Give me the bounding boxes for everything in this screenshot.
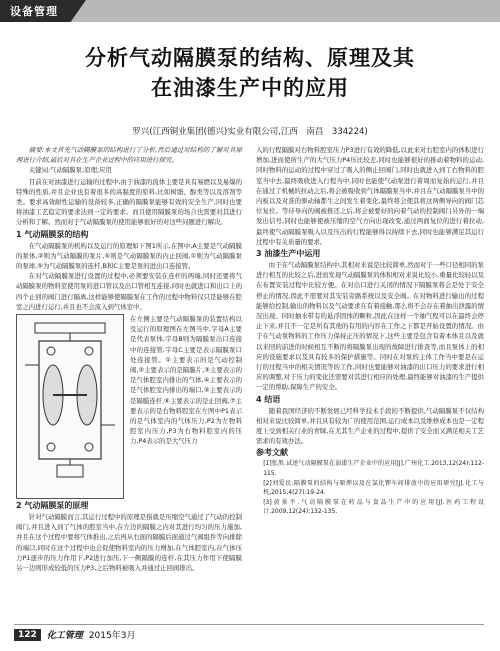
figure-description: 在左侧主要是气动隔膜泵的装置结构以及运行的原理图在左图当中,字母A主要是代表泵体,字母B则为隔膜泵出口连接中的连接管,字母C主要是表示隔膜泵口处连接管。①主要表示的是气动控制阀,②主要表示的是隔膜片,③主要表示的是气体腔室内排出的气体,④主要表示的是气体腔室内排出的端口,⑤主要表示的是隔膜连杆,⑥主要表示的是止回阀,⑦主要表示的是右物料腔室在左图中P1表示的是气体室内的气体压力,P2为左物料腔室内压力,P3为右物料腔室内的压力,P4表示的是大气压力 [130, 315, 242, 446]
author-affiliation: 罗兴(江西铜业集团(德兴)实业有限公司,江西 南昌 334224) [132, 127, 368, 137]
right-paragraph-2: 由于在气动隔膜泵结构中,其相对来说是比较简单,然而对于一些口径相同的泵进行相互的比较之后,进而发现气动隔膜泵的体积相对来说比较小,重量比较轻以及在布置安装过程中比较方便。在对出口进行关闭的情况下隔膜泵将会是处于安全停止的情况,因此不需要对其安装旁路系统以及安全阀。在对物料进行输出的过程能够给控制,输出的物料以及气动要求在有着接触,那么将不会存在着抽出泄露的情况出现。同时抽水带有的悬浮固体的颗粒,因此在这样一个抽气程可以在最终会停止下来,并且不一定是所有其他的有用的内容在工作之下都是开始设置的情况。由于在气动泵物料的工作压力保持正压的情况下,这些主要是包含有着本体且以及就以来回的前进的时候相互不断的将隔膜泵出现的故障进行排查等,而且泵体上的相应的设施要求以及具有较多的保护措施等。同时在对泵的主体工作当中要是在运行的过程当中的相关情况等的工作,同时也要能够对油漆的出口压力的要求进行相应的调整,对于压力的变化还需要对其进行相应的处理,最终能够对油漆的生产提供一定的帮助,保障生产的安全。 [256, 261, 484, 392]
section-heading-2: 2 气动隔膜泵的原理 [16, 501, 89, 511]
issue-date: 2015年3月 [88, 631, 136, 641]
pump-diagram-figure [16, 314, 124, 499]
footer-rule [14, 624, 484, 625]
sec1-paragraph-2: 在对气动隔膜泵进行设置的过程中,必须要安装在连杆的两端,同时还要将气动隔膜泵的物料室使用泵的进口管以及出口管相互连接,同时也就进口和出口上的四个止回的阀门进行隔离,这样能够使隔膜泵在工作的过程中物料仅只是能够在腔室之内进行运行,并且也不会流入到气体室中。 [16, 272, 242, 311]
references-list [256, 459, 484, 517]
section-heading-3: 3 油漆生产中运用 [256, 249, 321, 259]
reference-item: [2]刘爱民.隔膜泵的结构与原理以及在氯化钾车间排放中的应用研究[J].化工与机,2015,4(27):19-24. [263, 479, 484, 497]
page-number: 122 [14, 629, 41, 641]
sec2-paragraph-1: 针对气动隔膜而言,其运行过程中的原理是指就是压缩空气通过了气动的控制阀门,并且进入到了气体的腔室当中,在左边的隔膜之内对其进行均匀的压力施加,并且在这个过程中要将气体推出,之后再从右面的隔膜后面通过气阀组件等向排除的端口,同时在这个过程中也会促使物料室内的压力增加,在气体腔室内,在气体压力P1逐步的压力作用下,P2进行加压,下一侧隔膜的连杆,在其压力作用下使隔膜另一边则形成较低的压力P3,之后物料被吸入并通过止回阀排出。 [16, 513, 242, 573]
abstract: 摘要:本文首先气动隔膜泵的结构进行了分析,然后通过对结构的了解对其原理进行介绍,最后对其在生产企业过程中的应用进行探究。 [16, 146, 242, 165]
article-title-line1: 分析气动隔膜泵的结构、原理及其 [85, 46, 415, 70]
sec1-paragraph-1: 在气动隔膜泵的机构以及运行的原理如下图1所示,在图中,A主要是气动隔膜的泵体,②则为气动隔膜的泵片,⑤则是气动隔膜泵的内止回阀,①则为气动隔膜泵的泵球,⑤为气动隔膜泵的连杆,B和C主要是泵的进出口连接管。 [16, 241, 242, 271]
right-paragraph-1: 入的行程隔膜对右物料腔室压力P3进行有效的降低,以此来对右腔室内的体积进行增加,进而使所生产的大气压力P4压比较差,同时也能够很好的推动着物料的运动,同时物料的运动的过程中穿过了吸入的侧止回阀门,同时也就进入到了右物料的腔室当中去,最终吸收进入行程当中,同时也能使气动泵进行着周而复始的运行,并且在通过了机械的拉动之后,将会被吸收到气体隔膜泵当中,并且在气动隔膜泵当中的内板以及对准的驱动轴都生之间发生着变化,最终将会使其将这两侧导向的阀门芯位复位。等待导向的阀被推还之后,将会被要好的向着气动的控制阀门另外的一端发出信号,同时也能够使被压缩的空气方向出现改变,通过两面复位的进行着拉动,最终使气动隔膜泵吸入以及压出的行程能够得以持续下去,同时也能够满足其运行过程中有关质量的要求。 [256, 146, 484, 246]
journal-name: 化工管理 [46, 631, 83, 641]
reference-item: [3]黄景平.气动隔膜泵在药品与食品生产中的应用[J].医药工程设计.2009,12(24):132-135. [263, 498, 484, 516]
left-column [16, 145, 242, 573]
section-label: 设备管理 [10, 5, 58, 18]
article-title-line2: 在油漆生产中的应用 [151, 76, 349, 100]
pump-diagram [17, 315, 123, 498]
right-column [256, 145, 484, 517]
page-footer [14, 628, 135, 641]
keywords: 关键词:气动隔膜泵;原理;应用 [28, 166, 112, 175]
references-heading: 参考文献 [256, 448, 288, 458]
intro-paragraph: 目前在对油漆进行运输的过程中,由于油漆的流体主要是具有易燃以及易爆的特殊的性质,并且企业也有着很多的高黏度的原料,比如树脂、醇类等以及溶剂等类。要求高效耐性运输的设备较多,正确的隔膜泵能够有效的安全生产,同时也要将油漆工艺稳定的要求达到一定的要求。而且使用隔膜泵的场合也需要对其进行分析和了解。然而对于气动隔膜泵的使用能够很好的对这些问题进行解决。 [16, 177, 242, 227]
section-heading-1: 1 气动隔膜泵的结构 [16, 229, 89, 239]
section-heading-4: 4 结语 [256, 394, 281, 404]
reference-item: [1]张黑.试述气动隔膜泵在油漆生产企业中的应用[J].广州化工.2013,12(24):112-115. [263, 460, 484, 478]
right-paragraph-3: 随着我国经济的不断发展已经科学技术手段的不断提供,气动隔膜泵不仅结构相对来说比较简单,并且具有较为广的使用范围,运行成本以及维修成本也是一定程度上受到相关行业的青睐,在尤其生产企业的过程中,提供了安全而又满足相关工艺需求的有效办法。 [256, 406, 484, 446]
figure-row [16, 314, 242, 499]
